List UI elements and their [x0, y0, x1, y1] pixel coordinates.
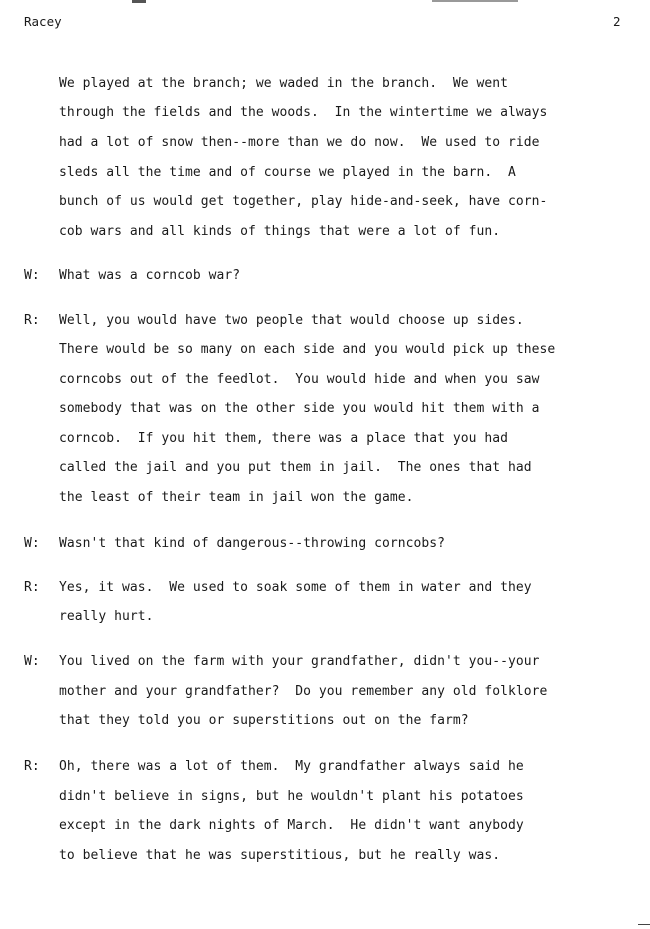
speaker-label: R: [24, 313, 40, 328]
scan-mark [638, 924, 650, 925]
transcript-line: Well, you would have two people that would choose up sides. [59, 313, 524, 328]
transcript-line: that they told you or superstitions out on the farm? [59, 713, 469, 728]
transcript-line: mother and your grandfather? Do you remember any old folklore [59, 684, 548, 699]
transcript-line: didn't believe in signs, but he wouldn't plant his potatoes [59, 789, 524, 804]
transcript-line: Oh, there was a lot of them. My grandfather always said he [59, 759, 524, 774]
speaker-label: R: [24, 759, 40, 774]
page-number: 2 [613, 14, 621, 29]
transcript-line: What was a corncob war? [59, 268, 241, 283]
transcript-line: corncobs out of the feedlot. You would hide and when you saw [59, 372, 540, 387]
transcript-line: You lived on the farm with your grandfather, didn't you--your [59, 654, 540, 669]
transcript-line: We played at the branch; we waded in the branch. We went [59, 76, 508, 91]
speaker-label: W: [24, 268, 40, 283]
transcript-line: except in the dark nights of March. He didn't want anybody [59, 818, 524, 833]
transcript-line: called the jail and you put them in jail. The ones that had [59, 460, 532, 475]
scan-mark [432, 0, 518, 2]
transcript-line: somebody that was on the other side you would hit them with a [59, 401, 540, 416]
scan-mark [132, 0, 146, 3]
transcript-line: to believe that he was superstitious, but he really was. [59, 848, 501, 863]
transcript-line: sleds all the time and of course we played in the barn. A [59, 165, 516, 180]
transcript-line: There would be so many on each side and you would pick up these [59, 342, 556, 357]
speaker-label: W: [24, 536, 40, 551]
running-header-name: Racey [24, 14, 62, 29]
transcript-line: bunch of us would get together, play hide-and-seek, have corn- [59, 194, 548, 209]
transcript-line: really hurt. [59, 609, 154, 624]
transcript-line: Wasn't that kind of dangerous--throwing corncobs? [59, 536, 445, 551]
transcript-line: through the fields and the woods. In the wintertime we always [59, 105, 548, 120]
speaker-label: W: [24, 654, 40, 669]
transcript-line: cob wars and all kinds of things that were a lot of fun. [59, 224, 501, 239]
transcript-line: Yes, it was. We used to soak some of them in water and they [59, 580, 532, 595]
transcript-line: corncob. If you hit them, there was a place that you had [59, 431, 508, 446]
transcript-line: had a lot of snow then--more than we do now. We used to ride [59, 135, 540, 150]
speaker-label: R: [24, 580, 40, 595]
transcript-line: the least of their team in jail won the game. [59, 490, 414, 505]
